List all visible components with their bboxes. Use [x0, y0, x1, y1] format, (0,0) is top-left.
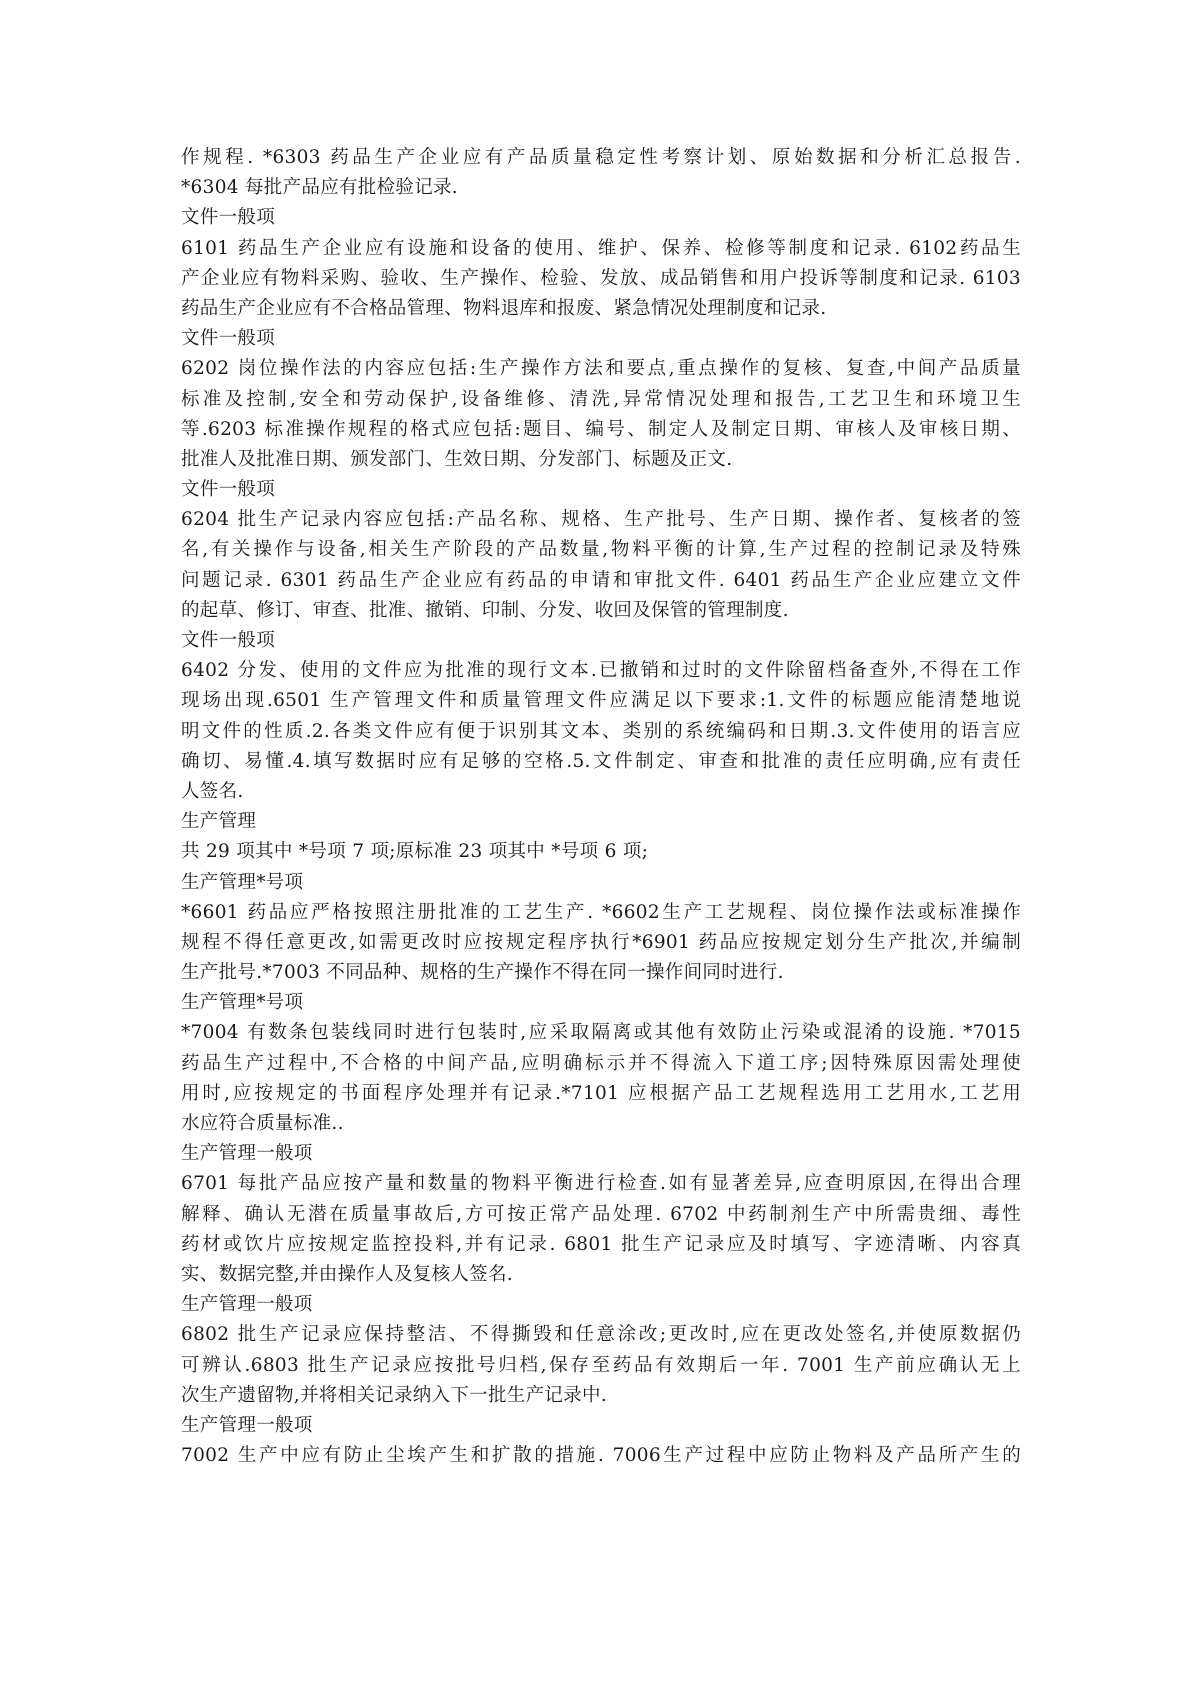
document-body [181, 143, 1021, 1471]
section-heading: 生产管理*号项 [181, 871, 304, 893]
text-line: 等.6203 标准操作规程的格式应包括:题目、编号、制定人及制定日期、审核人及审核日期、 [181, 418, 1021, 440]
text-line: 次生产遗留物,并将相关记录纳入下一批生产记录中. [181, 1384, 607, 1406]
text-line: *7004 有数条包装线同时进行包装时,应采取隔离或其他有效防止污染或混淆的设施. *7015 [181, 1022, 1021, 1044]
section-heading: 生产管理一般项 [181, 1414, 313, 1436]
text-line: *6304 每批产品应有批检验记录. [181, 177, 458, 199]
text-line: 6402 分发、使用的文件应为批准的现行文本.已撤销和过时的文件除留档备查外,不得在工作 [181, 660, 1021, 682]
text-line: 问题记录. 6301 药品生产企业应有药品的申请和审批文件. 6401 药品生产企业应建立文件 [181, 569, 1021, 591]
text-line: 可辨认.6803 批生产记录应按批号归档,保存至药品有效期后一年. 7001 生产前应确认无上 [181, 1354, 1021, 1376]
text-line: 明文件的性质.2.各类文件应有便于识别其文本、类别的系统编码和日期.3.文件使用的语言应 [181, 720, 1021, 742]
text-line: 批准人及批准日期、颁发部门、生效日期、分发部门、标题及正文. [181, 448, 733, 470]
section-heading: 生产管理*号项 [181, 992, 304, 1014]
text-line: 作规程. *6303 药品生产企业应有产品质量稳定性考察计划、原始数据和分析汇总报告. [181, 147, 1021, 168]
section-heading: 生产管理 [181, 811, 257, 833]
text-line: 7002 生产中应有防止尘埃产生和扩散的措施. 7006生产过程中应防止物料及产品所产生的 [181, 1445, 1021, 1467]
text-line: 药品生产企业应有不合格品管理、物料退库和报废、紧急情况处理制度和记录. [181, 297, 827, 319]
section-heading: 生产管理一般项 [181, 1294, 313, 1316]
text-line: 规程不得任意更改,如需更改时应按规定程序执行*6901 药品应按规定划分生产批次,并编制 [181, 931, 1021, 953]
section-heading: 文件一般项 [181, 207, 276, 229]
text-line: 实、数据完整,并由操作人及复核人签名. [181, 1263, 513, 1285]
section-heading: 文件一般项 [181, 479, 276, 501]
section-heading: 文件一般项 [181, 630, 276, 651]
text-line: 解释、确认无潜在质量事故后,方可按正常产品处理. 6702 中药制剂生产中所需贵细、毒性 [181, 1203, 1021, 1225]
text-line: 生产批号.*7003 不同品种、规格的生产操作不得在同一操作间同时进行. [181, 962, 784, 984]
text-line: 水应符合质量标准.. [181, 1113, 344, 1134]
text-line: 的起草、修订、审查、批准、撤销、印制、分发、收回及保管的管理制度. [181, 599, 789, 621]
text-line: 现场出现.6501 生产管理文件和质量管理文件应满足以下要求:1.文件的标题应能清楚地说 [181, 690, 1021, 712]
text-line: 6101 药品生产企业应有设施和设备的使用、维护、保养、检修等制度和记录. 6102药品生 [181, 237, 1021, 259]
text-line: 人签名. [181, 780, 244, 802]
text-line: 共 29 项其中 *号项 7 项;原标准 23 项其中 *号项 6 项; [181, 841, 649, 863]
text-line: 确切、易懂.4.填写数据时应有足够的空格.5.文件制定、审查和批准的责任应明确,应有责任 [181, 750, 1021, 772]
text-line: 6701 每批产品应按产量和数量的物料平衡进行检查.如有显著差异,应查明原因,在得出合理 [181, 1173, 1021, 1195]
section-heading: 生产管理一般项 [181, 1143, 313, 1165]
text-line: *6601 药品应严格按照注册批准的工艺生产. *6602生产工艺规程、岗位操作法或标准操作 [181, 901, 1021, 923]
text-line: 6204 批生产记录内容应包括:产品名称、规格、生产批号、生产日期、操作者、复核者的签 [181, 509, 1021, 531]
text-line: 名,有关操作与设备,相关生产阶段的产品数量,物料平衡的计算,生产过程的控制记录及特殊 [181, 539, 1021, 561]
section-heading: 文件一般项 [181, 328, 276, 350]
text-line: 药材或饮片应按规定监控投料,并有记录. 6801 批生产记录应及时填写、字迹清晰、内容真 [181, 1233, 1021, 1255]
text-line: 用时,应按规定的书面程序处理并有记录.*7101 应根据产品工艺规程选用工艺用水,工艺用 [181, 1082, 1021, 1104]
text-line: 药品生产过程中,不合格的中间产品,应明确标示并不得流入下道工序;因特殊原因需处理使 [181, 1052, 1021, 1074]
text-line: 产企业应有物料采购、验收、生产操作、检验、发放、成品销售和用户投诉等制度和记录. 6103 [181, 267, 1021, 289]
text-line: 6802 批生产记录应保持整洁、不得撕毁和任意涂改;更改时,应在更改处签名,并使原数据仍 [181, 1324, 1021, 1346]
text-line: 标准及控制,安全和劳动保护,设备维修、清洗,异常情况处理和报告,工艺卫生和环境卫生 [181, 388, 1021, 410]
text-line: 6202 岗位操作法的内容应包括:生产操作方法和要点,重点操作的复核、复查,中间产品质量 [181, 358, 1021, 380]
